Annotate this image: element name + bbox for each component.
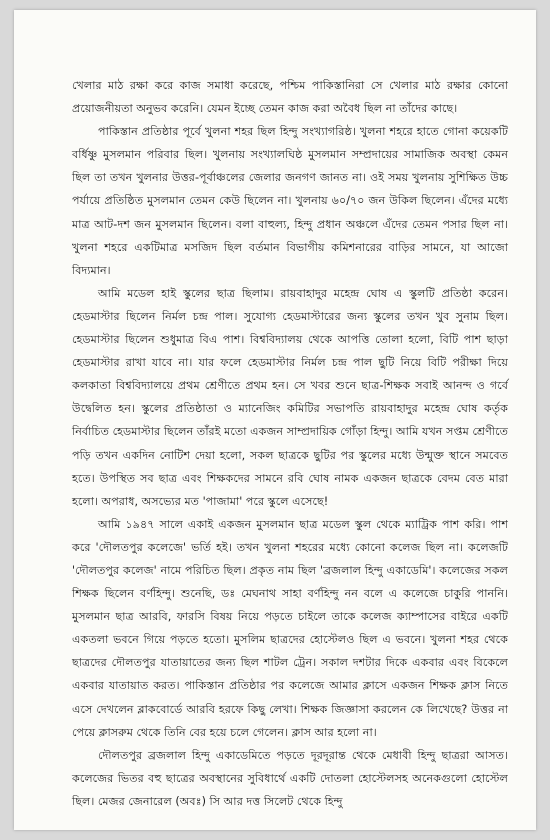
page-body-text bbox=[72, 74, 508, 813]
paragraph-5: দৌলতপুর ব্রজলাল হিন্দু একাডেমিতে পড়তে দূরদূরান্ত থেকে মেধাবী হিন্দু ছাত্ররা আসত। কলেজের ভিতর বহু ছাত্রের অবস্থানের সুবিধার্থে একটি দোতলা হোস্টেলসহ অনেকগুলো হোস্টেল ছিল। মেজর জেনারেল (অবঃ) সি আর দত্ত সিলেট থেকে হিন্দু bbox=[72, 748, 508, 808]
paragraph-4: আমি ১৯৪৭ সালে একাই একজন মুসলমান ছাত্র মডেল স্কুল থেকে ম্যাট্রিক পাশ করি। পাশ করে 'দৌলতপুর কলেজে' ভর্তি হই। তখন খুলনা শহরের মধ্যে কোনো কলেজ ছিল না। কলেজটি 'দৌলতপুর কলেজ' নামে পরিচিত ছিল। প্রকৃত নাম ছিল 'ব্রজলাল হিন্দু একাডেমি'। কলেজের সকল শিক্ষক ছিলেন বর্ণহিন্দু। শুনেছি, ডঃ মেঘনাথ সাহা বর্ণহিন্দু নন বলে এ কলেজে চাকুরি পাননি। মুসলমান ছাত্র আরবি, ফারসি বিষয় নিয়ে পড়তে চাইলে তাকে কলেজ ক্যাম্পাসের বাইরে একটি একতলা ভবনে গিয়ে পড়তে হতো। মুসলিম ছাত্রদের হোস্টেলও ছিল এ ভবনে। খুলনা শহর থেকে ছাত্রদের দৌলতপুর যাতায়াতের জন্য ছিল শাটল ট্রেন। সকাল দশটার দিকে একবার এবং বিকেলে একবার যাতায়াত করত। পাকিস্তান প্রতিষ্ঠার পর কলেজে আমার ক্লাসে একজন শিক্ষক ক্লাস নিতে এসে দেখলেন ব্লাকবোর্ডে আরবি হরফে কিছু লেখা। শিক্ষক জিজ্ঞাসা করলেন কে লিখেছে? উত্তর না পেয়ে ক্লাসরুম থেকে তিনি বের হয়ে চলে গেলেন। ক্লাস আর হলো না। bbox=[72, 517, 508, 739]
paragraph-2: পাকিস্তান প্রতিষ্ঠার পূর্বে খুলনা শহর ছিল হিন্দু সংখ্যাগরিষ্ঠ। খুলনা শহরে হাতে গোনা কয়েকটি বর্ধিষ্ণু মুসলমান পরিবার ছিল। খুলনায় সংখ্যালঘিষ্ঠ মুসলমান সম্প্রদায়ের সামাজিক অবস্থা কেমন ছিল তা তখন খুলনার উত্তর-পূর্বাঞ্চলের জেলার জনগণ জানত না। ওই সময় খুলনায় সুশিক্ষিত উচ্চ পর্যায়ে প্রতিষ্ঠিত মুসলমান তেমন কেউ ছিলেন না। খুলনায় ৬০/৭০ জন উকিল ছিলেন। এঁদের মধ্যে মাত্র আট-দশ জন মুসলমান ছিলেন। বলা বাহুল্য, হিন্দু প্রধান অঞ্চলে এঁদের তেমন পসার ছিল না। খুলনা শহরে একটিমাত্র মসজিদ ছিল বর্তমান বিভাগীয় কমিশনারের বাড়ির সামনে, যা আজো বিদ্যমান। bbox=[72, 125, 508, 277]
paragraph-3: আমি মডেল হাই স্কুলের ছাত্র ছিলাম। রায়বাহাদুর মহেন্দ্র ঘোষ এ স্কুলটি প্রতিষ্ঠা করেন। হেডমাস্টার ছিলেন নির্মল চন্দ্র পাল। সুযোগ্য হেডমাস্টারের জন্য স্কুলের তখন খুব সুনাম ছিল। হেডমাস্টার ছিলেন শুধুমাত্র বিএ পাশ। বিশ্ববিদ্যালয় থেকে আপত্তি তোলা হলো, বিটি পাশ ছাড়া হেডমাস্টার রাখা যাবে না। যার ফলে হেডমাস্টার নির্মল চন্দ্র পাল ছুটি নিয়ে বিটি পরীক্ষা দিয়ে কলকাতা বিশ্ববিদ্যালয়ে প্রথম শ্রেণীতে প্রথম হন। সে খবর শুনে ছাত্র-শিক্ষক সবাই আনন্দ ও গর্বে উদ্বেলিত হন। স্কুলের প্রতিষ্ঠাতা ও ম্যানেজিং কমিটির সভাপতি রায়বাহাদুর মহেন্দ্র ঘোষ কর্তৃক নির্বাচিত হেডমাস্টার ছিলেন তাঁরই মতো একজন সাম্প্রদায়িক গোঁড়া হিন্দু। আমি যখন সপ্তম শ্রেণীতে পড়ি তখন একদিন নোটিশ দেয়া হলো, সকল ছাত্রকে ছুটির পর স্কুলের মধ্যে উন্মুক্ত স্থানে সমবেত হতে। উপস্থিত সব ছাত্র এবং শিক্ষকদের সামনে রবি ঘোষ নামক একজন ছাত্রকে বেদম বেত মারা হলো। অপরাধ, অসভ্যের মত 'পাজামা' পরে স্কুলে এসেছে! bbox=[72, 286, 508, 508]
book-page bbox=[14, 10, 536, 830]
paragraph-1: খেলার মাঠ রক্ষা করে কাজ সমাধা করেছে, পশ্চিম পাকিস্তানিরা সে খেলার মাঠ রক্ষার কোনো প্রয়োজনীয়তা অনুভব করেনি। যেমন ইচ্ছে তেমন কাজ করা অবৈধ ছিল না তাঁদের কাছে। bbox=[72, 79, 508, 116]
